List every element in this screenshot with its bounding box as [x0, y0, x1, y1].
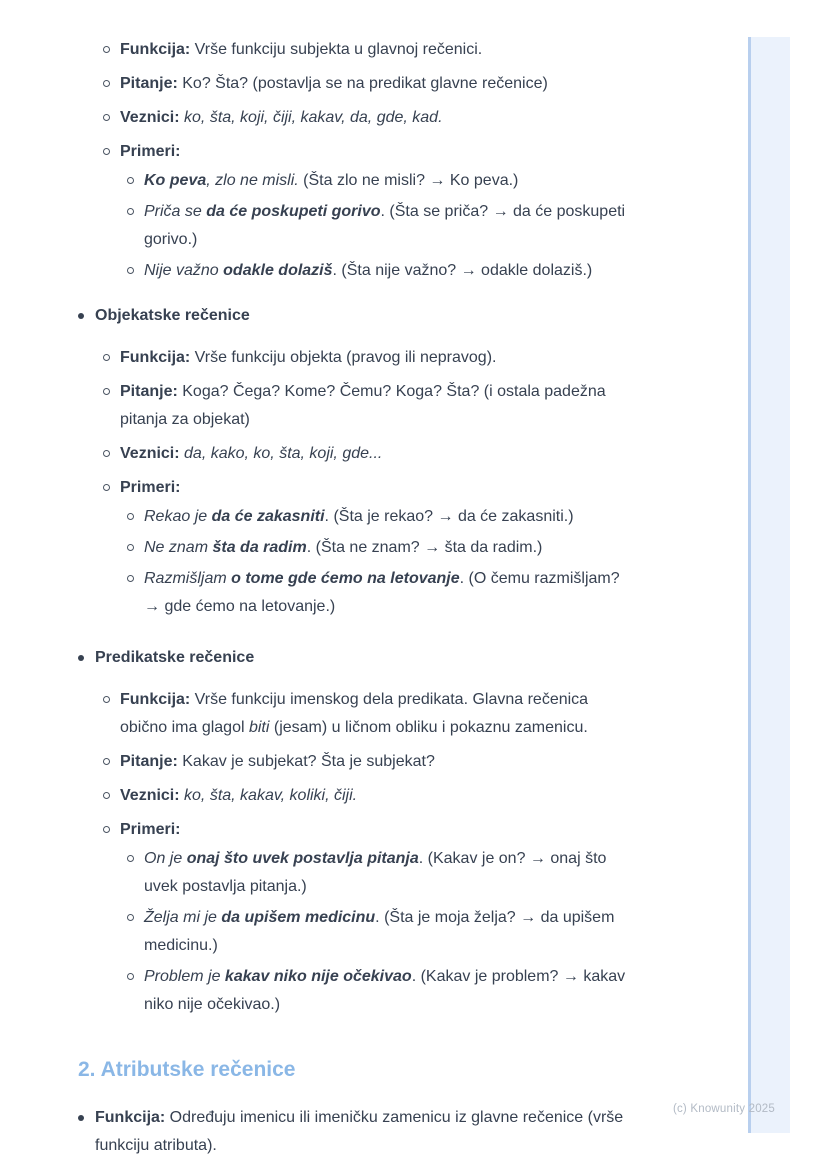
list-item [127, 198, 630, 254]
text-run: Funkcija: [120, 349, 191, 366]
bullet-list-level-3 [127, 503, 630, 621]
circle-bullet-icon [103, 114, 110, 121]
list-item-body [120, 686, 630, 742]
list-item-body [144, 167, 630, 195]
list-item-body [120, 378, 630, 434]
circle-bullet-icon [103, 758, 110, 765]
list-item [103, 748, 630, 776]
list-item-body [144, 257, 630, 285]
text-run: Kakav je subjekat? Šta je subjekat? [177, 753, 435, 770]
text-run: . (Kakav je problem? → kakav niko nije očekivao.) [144, 968, 626, 1013]
bullet-list-level-2 [103, 36, 630, 288]
bullet-list-level-2 [103, 686, 630, 1022]
list-item [78, 302, 630, 630]
list-item-text [120, 782, 630, 810]
circle-bullet-icon [127, 914, 134, 921]
bullet-box [103, 104, 120, 132]
text-run: Pitanje: [120, 753, 178, 770]
circle-bullet-icon [127, 544, 134, 551]
text-run: Razmišljam [144, 570, 232, 587]
list-item-text [120, 686, 630, 742]
text-run: o tome gde ćemo na letovanje [231, 570, 460, 587]
list-item-text [120, 138, 630, 166]
disc-bullet-icon [78, 655, 84, 661]
bullet-list-level-2 [103, 344, 630, 624]
bullet-list-level-3 [127, 845, 630, 1019]
bullet-box [103, 344, 120, 372]
list-item-text [120, 748, 630, 776]
text-run: On je [144, 850, 187, 867]
list-item [127, 503, 630, 531]
circle-bullet-icon [127, 208, 134, 215]
bullet-box [127, 534, 144, 562]
bullet-box [103, 816, 120, 1022]
circle-bullet-icon [127, 267, 134, 274]
text-run: Funkcija: [120, 691, 191, 708]
list-item [127, 904, 630, 960]
text-run: Predikatske rečenice [95, 649, 255, 666]
bullet-box [127, 257, 144, 285]
bullet-box [103, 748, 120, 776]
bullet-list-level-1 [78, 1104, 630, 1160]
text-run: ko, šta, kakav, koliki, čiji. [179, 787, 358, 804]
list-item [103, 36, 630, 64]
list-item-body [144, 503, 630, 531]
list-item-body [120, 748, 630, 776]
list-item [103, 70, 630, 98]
text-run: . (Šta je rekao? → da će zakasniti.) [324, 508, 574, 525]
section-heading: 2. Atributske rečenice [78, 1058, 296, 1081]
list-item [103, 782, 630, 810]
list-item-text [95, 644, 630, 672]
bullet-box [103, 378, 120, 434]
list-item-body [120, 104, 630, 132]
bullet-box [103, 686, 120, 742]
circle-bullet-icon [127, 575, 134, 582]
text-run: ko, šta, koji, čiji, kakav, da, gde, kad. [179, 109, 443, 126]
list-item [127, 534, 630, 562]
list-item [127, 257, 630, 285]
text-run: Ne znam [144, 539, 213, 556]
text-run: odakle dolaziš [223, 262, 333, 279]
list-item-text [120, 70, 630, 98]
document-content [78, 36, 630, 1166]
text-run: Primeri: [120, 821, 181, 838]
list-item [103, 378, 630, 434]
list-item-body [95, 644, 630, 1028]
circle-bullet-icon [103, 148, 110, 155]
list-item [103, 138, 630, 288]
list-item-body [120, 782, 630, 810]
circle-bullet-icon [103, 792, 110, 799]
text-run: . (Šta se priča? → da će poskupeti gorivo.) [144, 203, 626, 248]
bullet-box [103, 474, 120, 624]
list-item-body [144, 565, 630, 621]
bullet-list-level-1 [78, 302, 630, 630]
list-item-body [120, 138, 630, 288]
text-run: Veznici: [120, 445, 180, 462]
circle-bullet-icon [103, 826, 110, 833]
list-item-text [120, 474, 630, 502]
bullet-box [127, 503, 144, 531]
bullet-box [127, 904, 144, 960]
text-run: kakav niko nije očekivao [224, 968, 412, 985]
list-item [127, 167, 630, 195]
bullet-box [103, 440, 120, 468]
text-run: . (Šta ne znam? → šta da radim.) [306, 539, 543, 556]
bullet-box [103, 70, 120, 98]
list-item-body [144, 534, 630, 562]
text-run: Vrše funkciju subjekta u glavnoj rečenici. [190, 41, 483, 58]
circle-bullet-icon [103, 696, 110, 703]
text-run: (jesam) u ličnom obliku i pokaznu zamenicu. [269, 719, 588, 736]
list-item [78, 1104, 630, 1160]
text-run: da će poskupeti gorivo [206, 203, 381, 220]
list-item-body [120, 36, 630, 64]
list-item [103, 474, 630, 624]
list-item-text [144, 257, 630, 285]
text-run: Primeri: [120, 143, 181, 160]
circle-bullet-icon [103, 354, 110, 361]
list-item-body [120, 816, 630, 1022]
list-item [127, 963, 630, 1019]
text-run: Želja mi je [144, 909, 222, 926]
text-run: Pitanje: [120, 383, 178, 400]
text-run: Nije važno [144, 262, 224, 279]
list-item-text [95, 1104, 630, 1160]
bullet-box [78, 302, 95, 630]
list-item [103, 344, 630, 372]
circle-bullet-icon [127, 855, 134, 862]
list-item [103, 440, 630, 468]
circle-bullet-icon [127, 973, 134, 980]
text-run: biti [248, 719, 270, 736]
text-run: . (Šta nije važno? → odakle dolaziš.) [332, 262, 593, 279]
list-item-text [144, 565, 630, 621]
text-run: Vrše funkciju imenskog dela predikata. Glavna rečenica obično ima glagol [120, 691, 589, 736]
list-item-text [144, 534, 630, 562]
text-run: Ko? Šta? (postavlja se na predikat glavne rečenice) [177, 75, 548, 92]
circle-bullet-icon [127, 513, 134, 520]
list-item [127, 565, 630, 621]
side-highlight-bar [748, 37, 790, 1133]
text-run: onaj što uvek postavlja pitanja [186, 850, 419, 867]
text-run: Određuju imenicu ili imeničku zamenicu iz glavne rečenice (vrše funkciju atributa). [95, 1109, 624, 1154]
list-item-body [144, 963, 630, 1019]
text-run: Funkcija: [95, 1109, 166, 1126]
text-run: da, kako, ko, šta, koji, gde... [179, 445, 383, 462]
text-run: . (Šta je moja želja? → da upišem medicinu.) [144, 909, 615, 954]
text-run: , zlo ne misli. [206, 172, 299, 189]
bullet-box [127, 565, 144, 621]
text-run: . (Kakav je on? → onaj što uvek postavlja pitanja.) [144, 850, 607, 895]
circle-bullet-icon [103, 450, 110, 457]
list-item [103, 104, 630, 132]
list-item-text [120, 816, 630, 844]
disc-bullet-icon [78, 1115, 84, 1121]
text-run: Rekao je [144, 508, 212, 525]
list-item-text [144, 167, 630, 195]
list-item-text [120, 104, 630, 132]
circle-bullet-icon [103, 388, 110, 395]
list-item-text [120, 378, 630, 434]
list-item [103, 686, 630, 742]
text-run: šta da radim [212, 539, 307, 556]
circle-bullet-icon [127, 177, 134, 184]
bullet-box [127, 167, 144, 195]
text-run: . (O čemu razmišljam? → gde ćemo na letovanje.) [144, 570, 620, 615]
list-item-body [144, 845, 630, 901]
disc-bullet-icon [78, 313, 84, 319]
text-run: Primeri: [120, 479, 181, 496]
bullet-box [127, 845, 144, 901]
list-item-text [144, 845, 630, 901]
bullet-box [78, 1104, 95, 1160]
text-run: Vrše funkciju objekta (pravog ili nepravog). [190, 349, 497, 366]
circle-bullet-icon [103, 46, 110, 53]
text-run: Veznici: [120, 787, 180, 804]
list-item [103, 816, 630, 1022]
list-item-body [144, 198, 630, 254]
list-item-text [120, 440, 630, 468]
list-item-text [144, 503, 630, 531]
text-run: Problem je [144, 968, 225, 985]
circle-bullet-icon [103, 484, 110, 491]
bullet-box [103, 36, 120, 64]
bullet-box [78, 644, 95, 1028]
circle-bullet-icon [103, 80, 110, 87]
list-item [78, 644, 630, 1028]
list-item-text [120, 36, 630, 64]
text-run: (Šta zlo ne misli? → Ko peva.) [298, 172, 519, 189]
list-item-text [144, 963, 630, 1019]
list-item-text [95, 302, 630, 330]
list-item-body [120, 474, 630, 624]
text-run: Ko peva [144, 172, 207, 189]
list-item-text [144, 904, 630, 960]
text-run: Veznici: [120, 109, 180, 126]
list-item-body [95, 302, 630, 630]
bullet-box [103, 138, 120, 288]
text-run: Koga? Čega? Kome? Čemu? Koga? Šta? (i ostala padežna pitanja za objekat) [120, 383, 606, 428]
text-run: da upišem medicinu [221, 909, 376, 926]
list-item [127, 845, 630, 901]
list-item-body [144, 904, 630, 960]
text-run: da će zakasniti [211, 508, 325, 525]
copyright-note: (c) Knowunity 2025 [672, 1103, 775, 1115]
list-item-body [95, 1104, 630, 1160]
list-item-text [144, 198, 630, 254]
list-item-text [120, 344, 630, 372]
list-item-body [120, 440, 630, 468]
bullet-box [127, 198, 144, 254]
text-run: Priča se [144, 203, 207, 220]
bullet-box [127, 963, 144, 1019]
text-run: Objekatske rečenice [95, 307, 250, 324]
bullet-list-level-3 [127, 167, 630, 285]
bullet-list-level-1 [78, 644, 630, 1028]
bullet-box [103, 782, 120, 810]
list-item-body [120, 344, 630, 372]
list-item-body [120, 70, 630, 98]
text-run: Pitanje: [120, 75, 178, 92]
text-run: Funkcija: [120, 41, 191, 58]
